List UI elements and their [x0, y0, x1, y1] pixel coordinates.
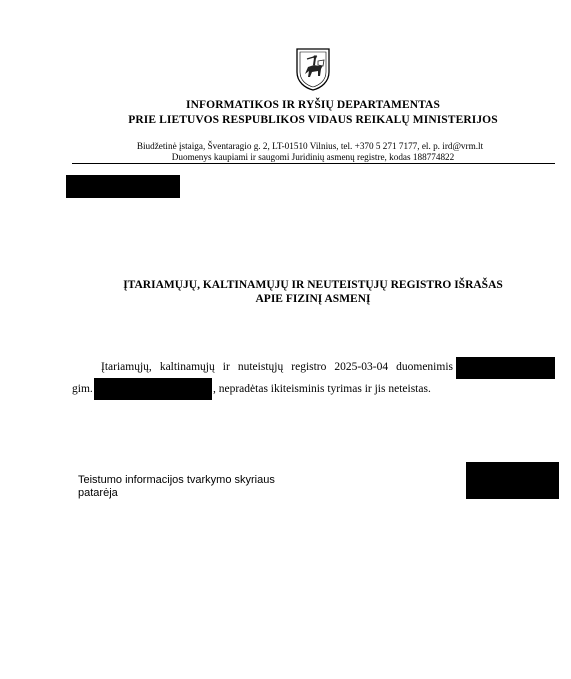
document-subtitle: APIE FIZINĮ ASMENĮ [255, 293, 371, 305]
body-gim-label: gim. [72, 383, 93, 395]
redacted-name [456, 357, 555, 379]
redacted-block [66, 175, 180, 198]
department-name: INFORMATIKOS IR RYŠIŲ DEPARTAMENTAS [186, 99, 440, 111]
redacted-birthdate [94, 378, 212, 400]
body-text-line2: , nepradėtas ikiteisminis tyrimas ir jis neteistas. [213, 383, 431, 395]
document-title: ĮTARIAMŲJŲ, KALTINAMŲJŲ IR NEUTEISTŲJŲ REGISTRO IŠRAŠAS [123, 279, 503, 291]
body-text-line1: Įtariamųjų, kaltinamųjų ir nuteistųjų registro 2025-03-04 duomenimis [101, 361, 453, 373]
address-line: Biudžetinė įstaiga, Šventaragio g. 2, LT-01510 Vilnius, tel. +370 5 271 7177, el. p. ird@vrm.lt [136, 141, 484, 151]
coat-of-arms-icon [294, 46, 332, 92]
registry-line: Duomenys kaupiami ir saugomi Juridinių asmenų registre, kodas 188774822 [171, 152, 455, 162]
redacted-signature [466, 462, 559, 499]
signatory-department: Teistumo informacijos tvarkymo skyriaus [78, 474, 275, 486]
ministry-name: PRIE LIETUVOS RESPUBLIKOS VIDAUS REIKALŲ MINISTERIJOS [128, 114, 498, 126]
signatory-position: patarėja [78, 487, 118, 499]
header-divider [72, 163, 555, 164]
